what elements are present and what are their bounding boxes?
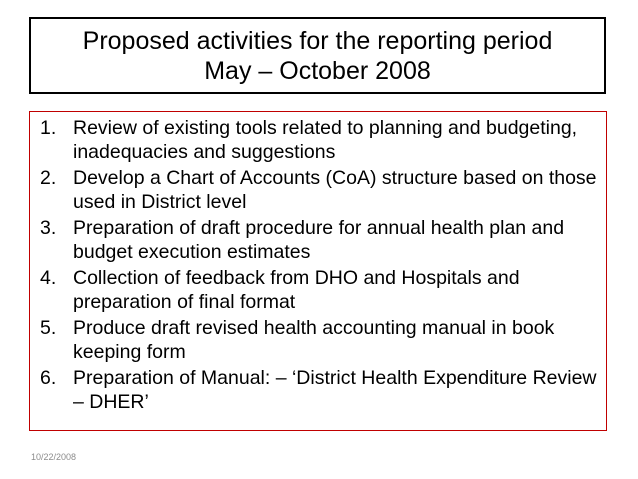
activity-text: Preparation of Manual: – ‘District Health Expenditure Review – DHER’ <box>73 367 597 413</box>
activities-list <box>40 117 600 414</box>
activity-number: 2. <box>40 167 57 189</box>
slide-title-line-1: Proposed activities for the reporting period <box>82 26 553 55</box>
footer-date: 10/22/2008 <box>31 452 77 462</box>
activities-box <box>29 111 607 431</box>
activity-text: Preparation of draft procedure for annual health plan and budget execution estimates <box>73 217 565 263</box>
activity-number: 5. <box>40 317 57 339</box>
activity-item <box>40 367 600 414</box>
activity-text: Produce draft revised health accounting manual in book keeping form <box>73 317 555 363</box>
activity-item <box>40 167 600 214</box>
activity-number: 3. <box>40 217 57 239</box>
activity-text: Collection of feedback from DHO and Hospitals and preparation of final format <box>73 267 520 313</box>
activity-number: 6. <box>40 367 57 389</box>
activity-item <box>40 317 600 364</box>
activity-text: Review of existing tools related to planning and budgeting, inadequacies and suggestions <box>73 117 578 163</box>
activity-item <box>40 217 600 264</box>
activity-item <box>40 117 600 164</box>
activity-number: 4. <box>40 267 57 289</box>
slide-title-line-2: May – October 2008 <box>204 56 431 85</box>
activity-text: Develop a Chart of Accounts (CoA) structure based on those used in District level <box>73 167 597 213</box>
activity-item <box>40 267 600 314</box>
slide-title-box <box>29 17 606 94</box>
activity-number: 1. <box>40 117 57 139</box>
